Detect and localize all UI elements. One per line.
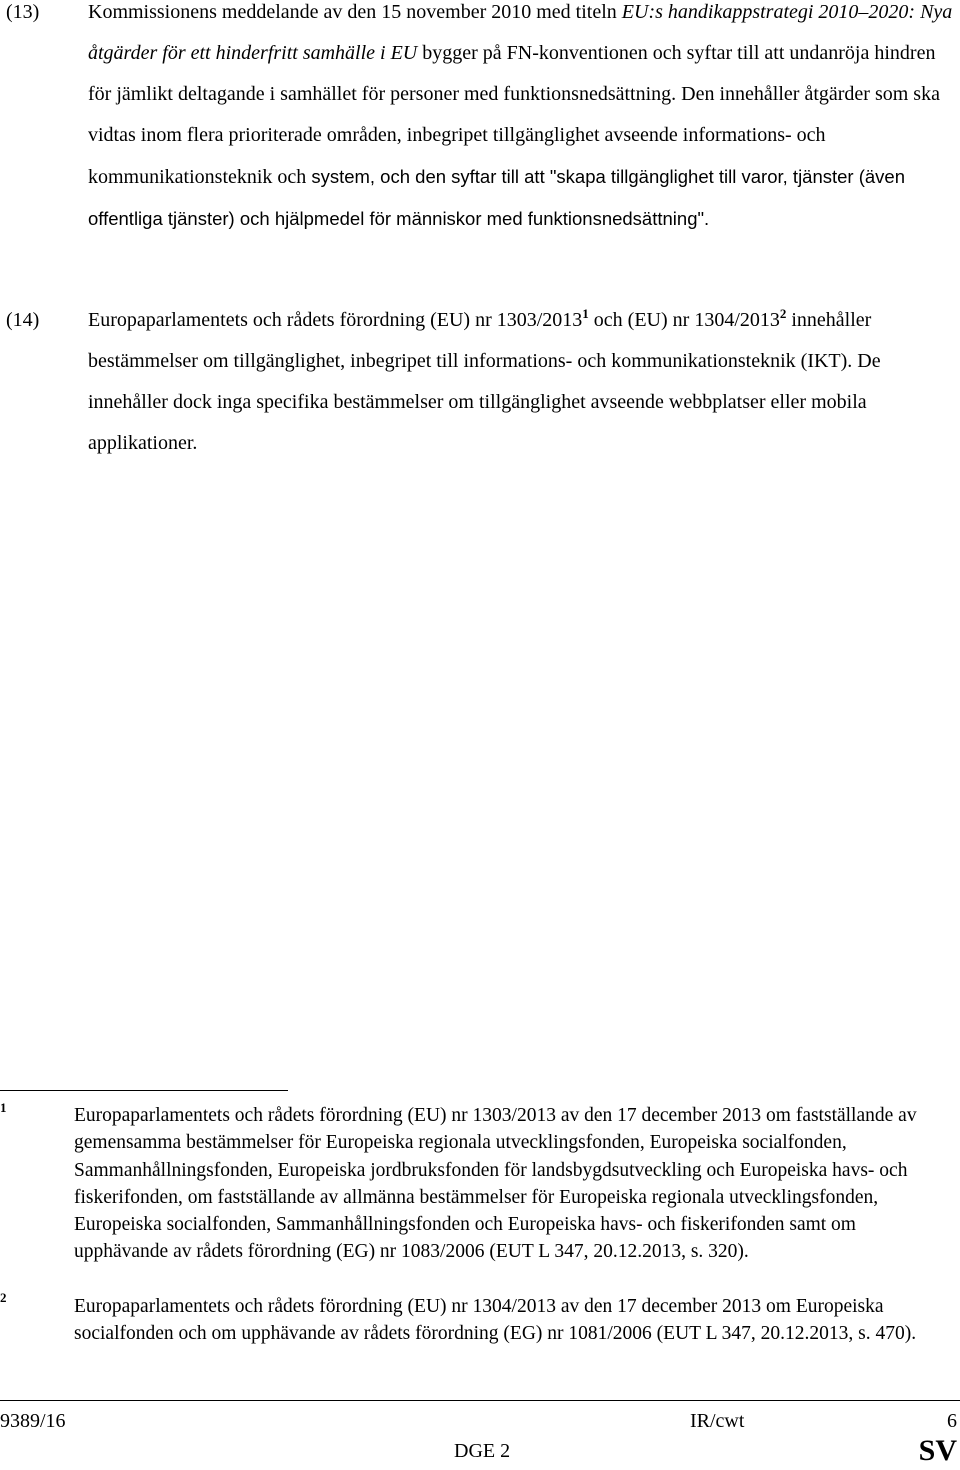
footnote-separator — [0, 1090, 288, 1091]
footnote-number: 2 — [0, 1290, 7, 1305]
footnote-ref-1[interactable]: 1 — [582, 306, 589, 321]
paragraph-text — [88, 0, 956, 240]
footer-language: SV — [918, 1434, 957, 1467]
footer-separator — [0, 1400, 960, 1401]
paragraph-text-part: Kommissionens meddelande av den 15 november 2010 med titeln — [88, 1, 622, 23]
footer-dg: DGE 2 — [454, 1440, 511, 1462]
paragraph-text-part: innehåller bestämmelser om tillgänglighet, inbegripet till informations- och kommunikationsteknik (IKT). De innehåller dock inga specifika bestämmelser om tillgänglighet avseende webbplatser eller mobila applikationer. — [88, 309, 881, 454]
document-title-italic: EU:s handikappstrategi 2010–2020: Nya åtgärder för ett hinderfritt samhälle i EU — [88, 1, 953, 64]
footnote-ref-2[interactable]: 2 — [779, 306, 787, 321]
footnote-1-text: Europaparlamentets och rådets förordning (EU) nr 1303/2013 av den 17 december 2013 om fastställande av gemensamma bestämmelser för Europeiska regionala utvecklingsfonden, Europeiska socialfonden, Sammanhållningsfonden, Europeiska jordbruksfonden för landsbygdsutveckling och Europeiska havs- och fiskerifonden, om fastställande av allmänna bestämmelser för Europeiska regionala utvecklingsfonden, Europeiska socialfonden, Sammanhållningsfonden och Europeiska havs- och fiskerifonden samt om upphävande av rådets förordning (EG) nr 1083/2006 (EUT L 347, 20.12.2013, s. 320). — [74, 1105, 917, 1263]
footer-initials: IR/cwt — [690, 1410, 745, 1432]
paragraph-number: (14) — [6, 309, 40, 331]
paragraph-text-part: och (EU) nr 1304/2013 — [588, 309, 780, 331]
footer-page-number: 6 — [947, 1410, 957, 1432]
paragraph-text-sans: system, och den syftar till att "skapa tillgänglighet till varor, tjänster (även offentliga tjänster) och hjälpmedel för människor med funktionsnedsättning". — [88, 166, 906, 229]
paragraph-text-part: bygger på FN-konventionen och syftar till att undanröja hindren för jämlikt deltagande i samhället för personer med funktionsnedsättning. Den innehåller åtgärder som ska vidtas inom flera prioriterade områden, inbegripet tillgänglighet avseende informations- och kommunikationsteknik och — [88, 42, 940, 188]
paragraph-text — [88, 300, 956, 464]
footnote-number: 1 — [0, 1100, 7, 1115]
paragraph-number: (13) — [6, 1, 40, 23]
footer-doc-number: 9389/16 — [0, 1410, 66, 1432]
footnote-2-text: Europaparlamentets och rådets förordning (EU) nr 1304/2013 av den 17 december 2013 om Europeiska socialfonden och om upphävande av rådets förordning (EG) nr 1081/2006 (EUT L 347, 20.12.2013, s. 470). — [74, 1296, 917, 1345]
paragraph-text-part: Europaparlamentets och rådets förordning (EU) nr 1303/2013 — [88, 309, 583, 331]
